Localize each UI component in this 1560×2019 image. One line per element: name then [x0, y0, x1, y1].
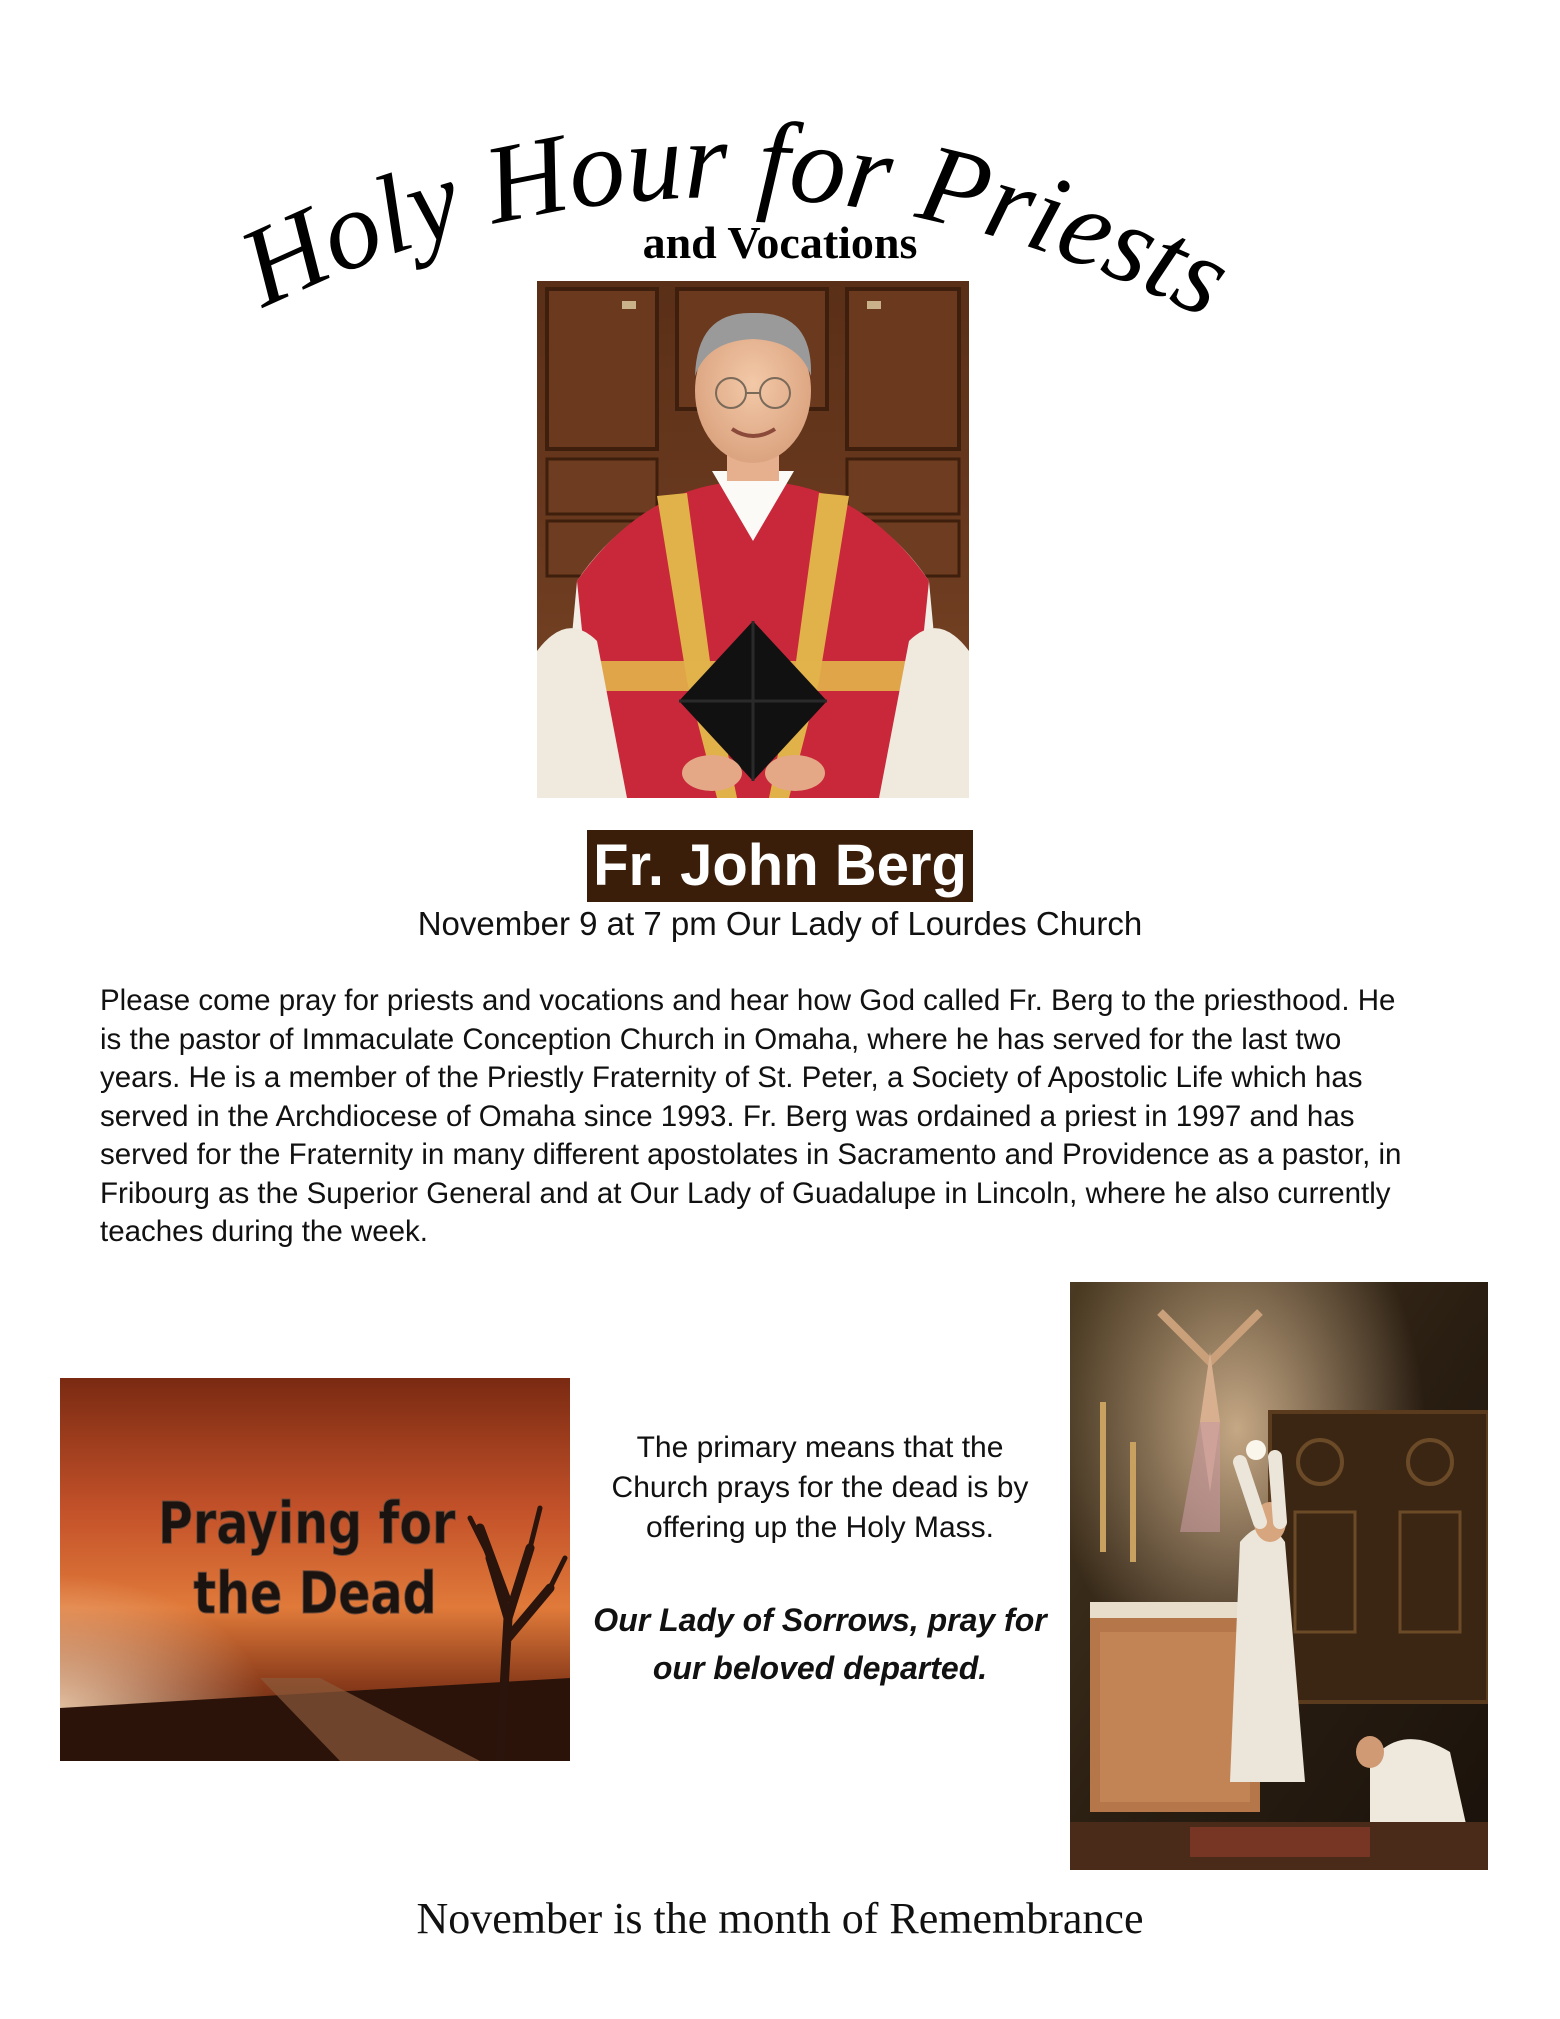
center-text-block [588, 1428, 1052, 1692]
praying-for-the-dead-caption: Praying for the Dead [158, 1489, 456, 1628]
subtitle: and Vocations [642, 217, 918, 268]
speaker-name-badge [0, 830, 1560, 902]
praying-for-the-dead-image [60, 1378, 570, 1761]
title-text: Holy Hour for Priests [222, 98, 1249, 342]
event-details: November 9 at 7 pm Our Lady of Lourdes Church [417, 905, 1143, 942]
priest-portrait-photo [537, 281, 969, 798]
speaker-bio: Please come pray for priests and vocations and hear how God called Fr. Berg to the priesthood. He is the pastor of Immaculate Conception Church in Omaha, where he has served for the last two years. He is a member of the Priestly Fraternity of St. Peter, a Society of Apostolic Life which has served in the Archdiocese of Omaha since 1993. Fr. Berg was ordained a priest in 1997 and has served for the Fraternity in many different apostolates in Sacramento and Providence as a pastor, in Fribourg as the Superior General and at Our Lady of Guadalupe in Lincoln, where he also currently teaches during the week. [100, 984, 1402, 1248]
footer-remembrance: November is the month of Remembrance [416, 1894, 1144, 1943]
our-lady-prayer: Our Lady of Sorrows, pray for our beloved departed. [593, 1602, 1047, 1686]
mass-for-dead-text: The primary means that the Church prays for the dead is by offering up the Holy Mass. [611, 1431, 1029, 1544]
elevation-mass-painting [1070, 1282, 1488, 1870]
speaker-name: Fr. John Berg [587, 830, 973, 902]
